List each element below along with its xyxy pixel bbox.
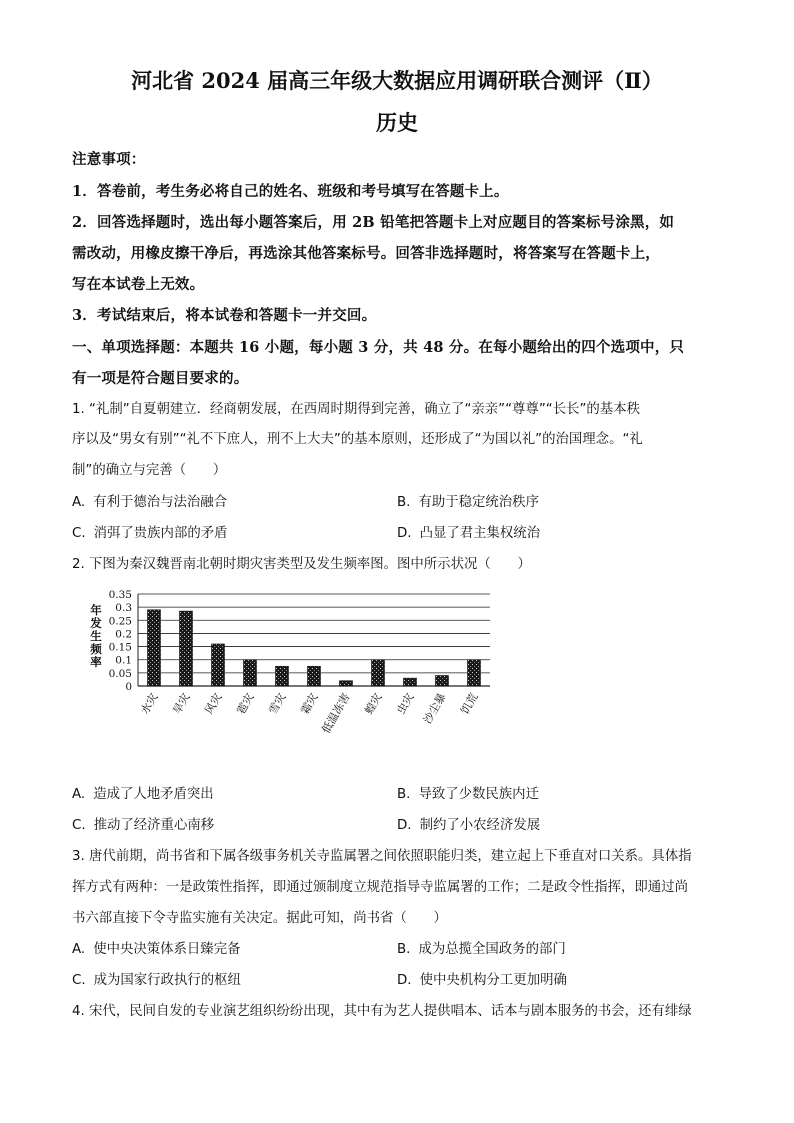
x-tick-label: 雹灾 — [234, 691, 257, 717]
subject-title: 历史 — [376, 110, 418, 135]
y-axis-label-char: 发 — [90, 616, 102, 630]
y-tick-label: 0.3 — [115, 602, 132, 615]
option-letter: A. — [72, 495, 86, 510]
option-text: 凸显了君主集权统治 — [419, 526, 541, 541]
bar — [180, 611, 193, 686]
option-text: 使中央决策体系日臻完备 — [93, 942, 241, 957]
question-1-line: 1. “礼制”自夏朝建立．经商朝发展，在西周时期得到完善，确立了“亲亲”“尊尊”“长长”的基本秩 — [72, 402, 640, 417]
bar — [212, 644, 225, 686]
option-d — [397, 971, 567, 991]
y-tick-label: 0.2 — [115, 628, 132, 641]
x-tick-label: 蝗灾 — [362, 691, 385, 717]
y-axis-label-char: 生 — [90, 629, 102, 643]
y-tick-label: 0 — [125, 681, 132, 693]
option-d — [397, 524, 540, 544]
page-title: 河北省 2024 届高三年级大数据应用调研联合测评（Ⅱ） — [131, 68, 663, 93]
note-line: 3．考试结束后，将本试卷和答题卡一并交回。 — [72, 307, 377, 324]
option-letter: D. — [397, 973, 412, 988]
bar — [148, 610, 161, 686]
option-text: 使中央机构分工更加明确 — [419, 973, 567, 988]
x-tick-label: 水灾 — [138, 691, 161, 717]
option-letter: B. — [397, 787, 411, 802]
question-1-line: 序以及“男女有别”“礼不下庶人，刑不上大夫”的基本原则，还形成了“为国以礼”的治国理念。“礼 — [72, 432, 643, 447]
option-letter: B. — [397, 942, 411, 957]
bar — [468, 660, 481, 686]
x-tick-label: 霜灾 — [298, 691, 321, 717]
question-3-line: 书六部直接下令寺监实施有关决定。据此可知，尚书省（ ） — [72, 911, 447, 926]
x-tick-label: 风灾 — [202, 691, 225, 717]
option-letter: B. — [397, 495, 411, 510]
question-3-line: 挥方式有两种：一是政策性指挥，即通过颁制度立规范指导寺监属署的工作；二是政令性指挥，即通过尚 — [72, 880, 688, 895]
x-tick-label: 虫灾 — [394, 691, 417, 717]
bar — [340, 681, 353, 686]
note-line: 写在本试卷上无效。 — [72, 276, 205, 293]
bar — [404, 678, 417, 686]
y-tick-label: 0.05 — [108, 667, 132, 680]
option-text: 导致了少数民族内迁 — [418, 787, 539, 802]
x-tick-label: 雪灾 — [266, 691, 289, 717]
option-d — [397, 816, 540, 836]
question-2-line: 2. 下图为秦汉魏晋南北朝时期灾害类型及发生频率图。图中所示状况（ ） — [72, 557, 531, 572]
x-tick-label: 沙尘暴 — [420, 691, 449, 727]
x-tick-label: 旱灾 — [170, 691, 193, 717]
option-b — [397, 940, 566, 960]
disaster-frequency-chart — [88, 584, 508, 774]
option-b — [397, 493, 539, 513]
option-letter: C. — [72, 818, 86, 833]
option-text: 消弭了贵族内部的矛盾 — [93, 526, 228, 541]
option-a — [72, 493, 227, 513]
note-line: 2．回答选择题时，选出每小题答案后，用 2B 铅笔把答题卡上对应题目的答案标号涂黑，如 — [72, 214, 675, 231]
bar — [436, 675, 449, 686]
section-heading: 一、单项选择题：本题共 16 小题，每小题 3 分，共 48 分。在每小题给出的四个选项中，只 — [72, 339, 685, 356]
option-text: 制约了小农经济发展 — [419, 818, 541, 833]
y-tick-label: 0.25 — [108, 615, 132, 628]
option-b — [397, 785, 539, 805]
option-letter: D. — [397, 818, 412, 833]
note-line: 需改动，用橡皮擦干净后，再选涂其他答案标号。回答非选择题时，将答案写在答题卡上， — [72, 245, 660, 262]
option-text: 造成了人地矛盾突出 — [93, 787, 214, 802]
option-letter: C. — [72, 973, 86, 988]
option-letter: A. — [72, 787, 86, 802]
y-axis-label-char: 频 — [90, 642, 102, 656]
option-text: 有利于德治与法治融合 — [93, 495, 228, 510]
question-4-line: 4. 宋代，民间自发的专业演艺组织纷纷出现，其中有为艺人提供唱本、话本与剧本服务的书会，还有绯绿 — [72, 1004, 692, 1019]
option-letter: C. — [72, 526, 86, 541]
y-axis-label-char: 年 — [90, 603, 102, 617]
note-line: 1．答卷前，考生务必将自己的姓名、班级和考号填写在答题卡上。 — [72, 183, 509, 200]
option-text: 成为国家行政执行的枢纽 — [93, 973, 241, 988]
notes-heading: 注意事项： — [72, 151, 146, 168]
option-letter: D. — [397, 526, 412, 541]
option-text: 有助于稳定统治秩序 — [418, 495, 539, 510]
option-a — [72, 940, 240, 960]
option-text: 推动了经济重心南移 — [93, 818, 215, 833]
option-c — [72, 971, 241, 991]
option-text: 成为总揽全国政务的部门 — [418, 942, 566, 957]
option-c — [72, 816, 214, 836]
x-tick-label: 饥荒 — [458, 691, 481, 717]
y-tick-label: 0.1 — [115, 654, 132, 667]
section-heading: 有一项是符合题目要求的。 — [72, 370, 249, 387]
bar — [276, 666, 289, 686]
x-tick-label: 低温冻害 — [319, 691, 353, 736]
y-tick-label: 0.35 — [108, 589, 132, 601]
bar — [308, 666, 321, 686]
bar — [244, 660, 257, 686]
question-3-line: 3. 唐代前期，尚书省和下属各级事务机关寺监属署之间依照职能归类，建立起上下垂直对口关系。具体指 — [72, 849, 692, 864]
y-axis-label-char: 率 — [90, 655, 102, 669]
option-letter: A. — [72, 942, 86, 957]
bar — [372, 660, 385, 686]
y-tick-label: 0.15 — [108, 641, 132, 654]
option-a — [72, 785, 214, 805]
option-c — [72, 524, 228, 544]
question-1-line: 制”的确立与完善（ ） — [72, 463, 227, 478]
